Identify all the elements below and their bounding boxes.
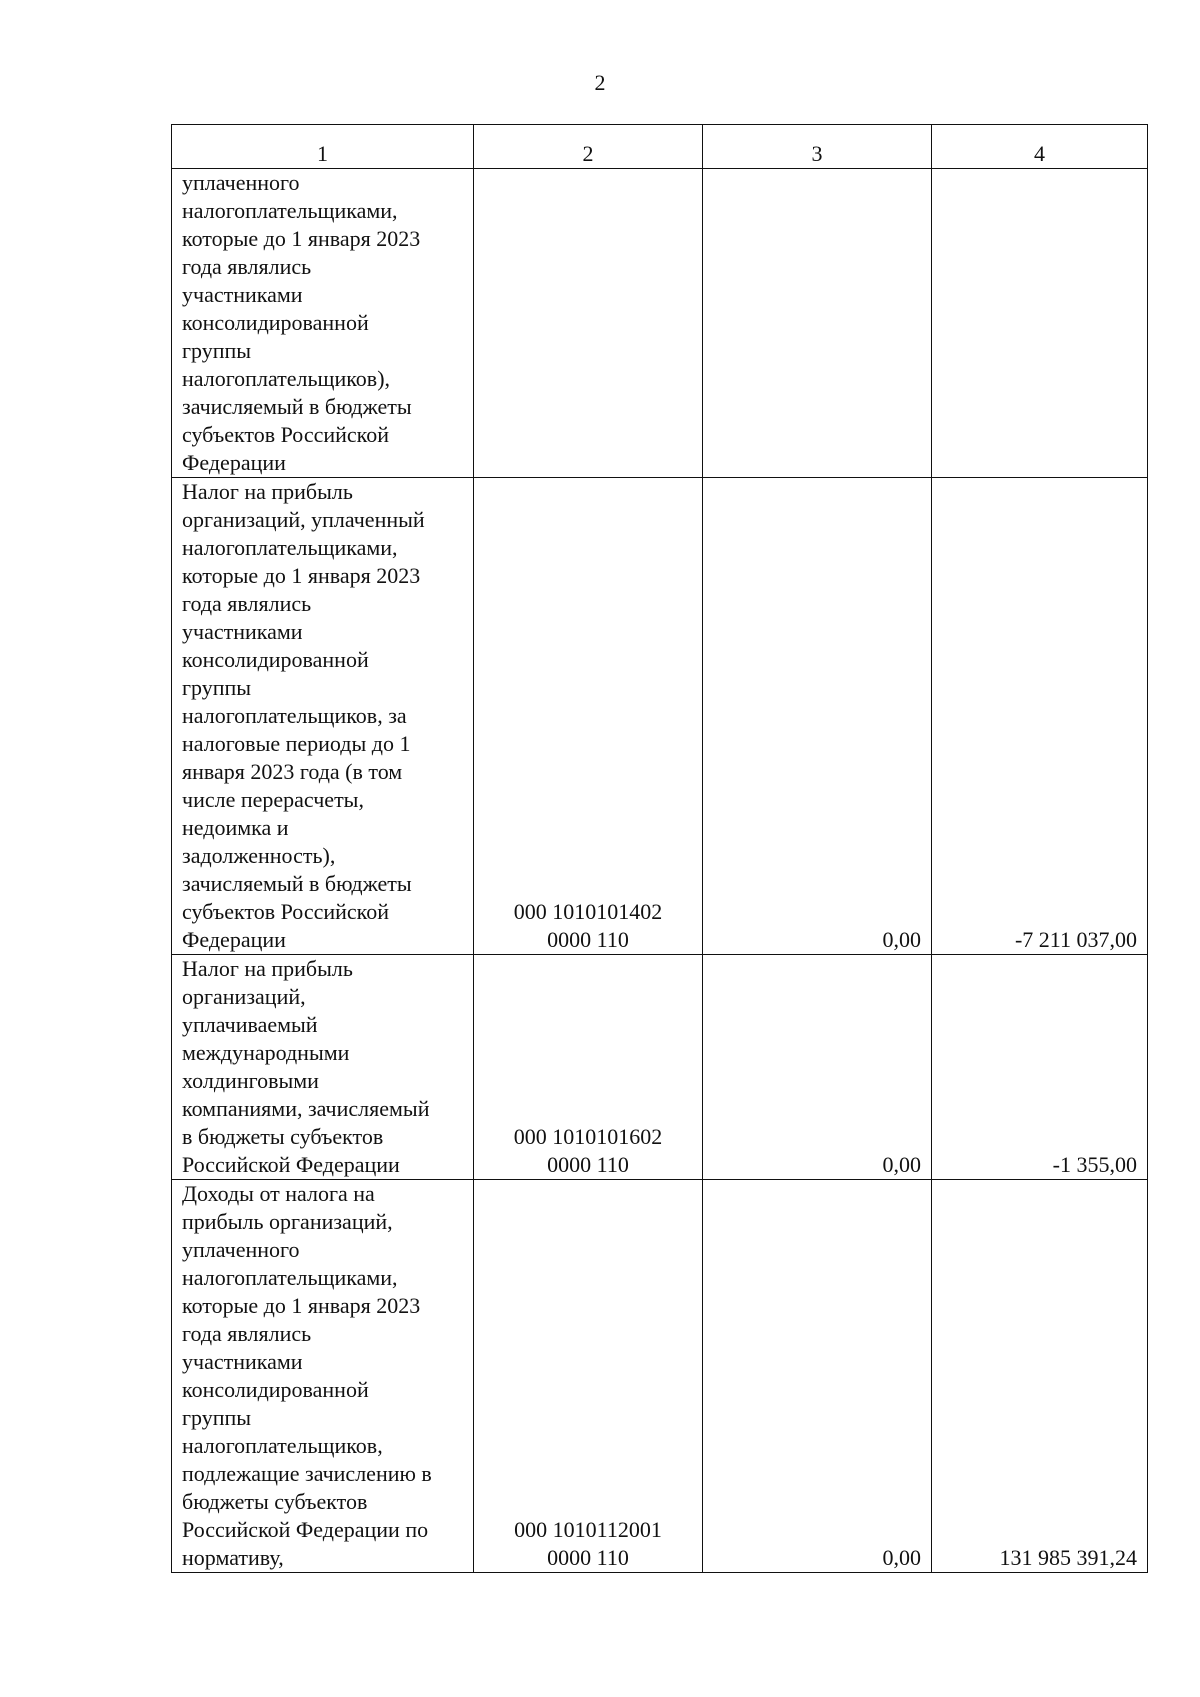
row-value-col4: 131 985 391,24	[932, 1180, 1148, 1573]
table-header-row	[172, 125, 1148, 169]
column-header-1: 1	[172, 125, 474, 169]
table-row	[172, 478, 1148, 955]
table-row	[172, 169, 1148, 478]
row-budget-code	[474, 169, 703, 478]
row-budget-code: 000 1010101402 0000 110	[474, 478, 703, 955]
row-value-col3: 0,00	[703, 1180, 932, 1573]
column-header-3: 3	[703, 125, 932, 169]
table-row	[172, 1180, 1148, 1573]
row-budget-code: 000 1010101602 0000 110	[474, 955, 703, 1180]
row-budget-code: 000 1010112001 0000 110	[474, 1180, 703, 1573]
row-description: Налог на прибыль организаций, уплачиваемый международными холдинговыми компаниями, зачисляемый в бюджеты субъектов Российской Федерации	[172, 955, 474, 1180]
page-number: 2	[594, 70, 606, 95]
row-description: Доходы от налога на прибыль организаций, уплаченного налогоплательщиками, которые до 1 января 2023 года являлись участниками консолидированной группы налогоплательщиков, подлежащие зачислению в бюджеты субъектов Российской Федерации по нормативу,	[172, 1180, 474, 1573]
row-value-col4	[932, 169, 1148, 478]
row-value-col3	[703, 169, 932, 478]
row-description: уплаченного налогоплательщиками, которые до 1 января 2023 года являлись участниками консолидированной группы налогоплательщиков), зачисляемый в бюджеты субъектов Российской Федерации	[172, 169, 474, 478]
row-value-col3: 0,00	[703, 955, 932, 1180]
row-description: Налог на прибыль организаций, уплаченный налогоплательщиками, которые до 1 января 2023 года являлись участниками консолидированной группы налогоплательщиков, за налоговые периоды до 1 января 2023 года (в том числе перерасчеты, недоимка и задолженность), зачисляемый в бюджеты субъектов Российской Федерации	[172, 478, 474, 955]
column-header-4: 4	[932, 125, 1148, 169]
row-value-col4: -7 211 037,00	[932, 478, 1148, 955]
table-row	[172, 955, 1148, 1180]
column-header-2: 2	[474, 125, 703, 169]
row-value-col4: -1 355,00	[932, 955, 1148, 1180]
revenue-table	[171, 124, 1148, 1573]
row-value-col3: 0,00	[703, 478, 932, 955]
